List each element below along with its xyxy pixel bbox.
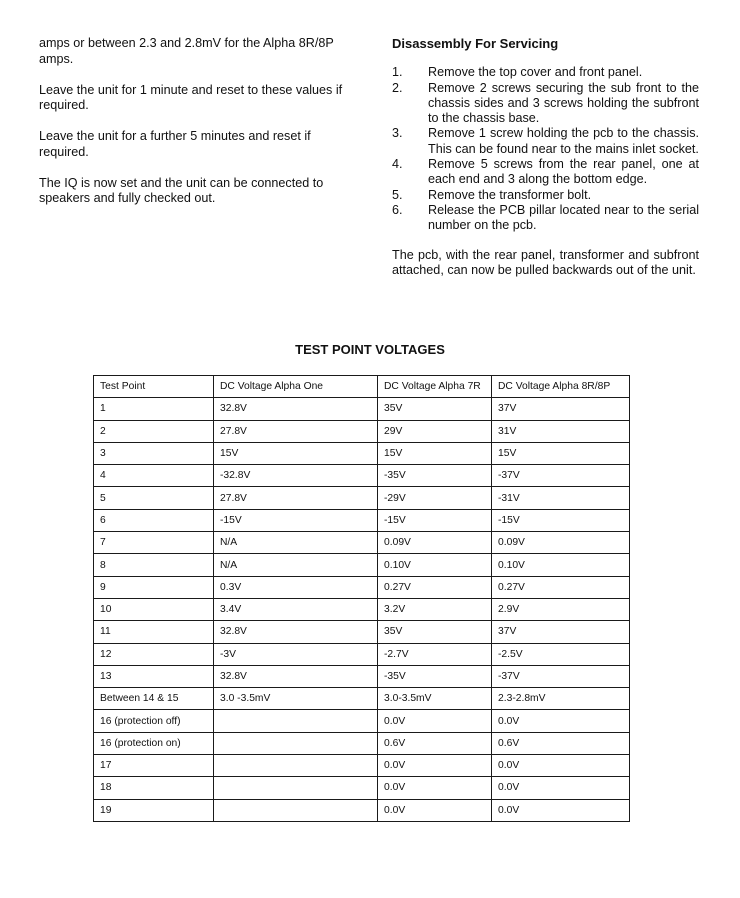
cell-alpha-one: -3V: [214, 643, 378, 665]
table-row: [94, 688, 630, 710]
cell-alpha-one: 3.0 -3.5mV: [214, 688, 378, 710]
cell-test-point: 18: [94, 777, 214, 799]
cell-test-point: 9: [94, 576, 214, 598]
cell-test-point: 11: [94, 621, 214, 643]
cell-alpha-7r: 3.2V: [378, 598, 492, 620]
cell-test-point: 4: [94, 465, 214, 487]
cell-test-point: 1: [94, 398, 214, 420]
cell-test-point: 16 (protection on): [94, 732, 214, 754]
cell-alpha-8r-8p: 37V: [492, 398, 630, 420]
table-row: [94, 509, 630, 531]
cell-test-point: 13: [94, 665, 214, 687]
table-row: [94, 465, 630, 487]
cell-alpha-7r: -35V: [378, 665, 492, 687]
cell-test-point: 6: [94, 509, 214, 531]
cell-alpha-8r-8p: 0.0V: [492, 755, 630, 777]
cell-test-point: 5: [94, 487, 214, 509]
header-test-point: Test Point: [94, 376, 214, 398]
step-text: Release the PCB pillar located near to the serial number on the pcb.: [428, 202, 699, 233]
header-alpha-7r: DC Voltage Alpha 7R: [378, 376, 492, 398]
step-number: 1.: [392, 65, 403, 80]
cell-alpha-7r: -35V: [378, 465, 492, 487]
cell-alpha-7r: -2.7V: [378, 643, 492, 665]
cell-test-point: 3: [94, 442, 214, 464]
test-point-voltages-table: [93, 375, 630, 822]
step-text: Remove 2 screws securing the sub front to the chassis sides and 3 screws holding the subfront to the chassis base.: [428, 80, 699, 126]
cell-alpha-7r: -29V: [378, 487, 492, 509]
cell-alpha-7r: -15V: [378, 509, 492, 531]
cell-alpha-one: -32.8V: [214, 465, 378, 487]
cell-alpha-one: 15V: [214, 442, 378, 464]
cell-alpha-one: -15V: [214, 509, 378, 531]
cell-alpha-one: [214, 710, 378, 732]
step-2: [392, 81, 699, 127]
cell-alpha-one: 32.8V: [214, 621, 378, 643]
cell-alpha-8r-8p: 37V: [492, 621, 630, 643]
cell-alpha-8r-8p: 0.09V: [492, 532, 630, 554]
cell-alpha-7r: 3.0-3.5mV: [378, 688, 492, 710]
step-number: 5.: [392, 187, 403, 202]
cell-test-point: 16 (protection off): [94, 710, 214, 732]
table-row: [94, 420, 630, 442]
cell-alpha-8r-8p: -31V: [492, 487, 630, 509]
table-row: [94, 487, 630, 509]
cell-alpha-8r-8p: -2.5V: [492, 643, 630, 665]
step-text: Remove the top cover and front panel.: [428, 65, 643, 80]
cell-test-point: 8: [94, 554, 214, 576]
table-row: [94, 442, 630, 464]
step-number: 6.: [392, 202, 403, 217]
cell-test-point: 10: [94, 598, 214, 620]
cell-alpha-8r-8p: 15V: [492, 442, 630, 464]
paragraph-iq-set: The IQ is now set and the unit can be connected to speakers and fully checked out.: [39, 175, 324, 205]
cell-alpha-8r-8p: 0.10V: [492, 554, 630, 576]
table-row: [94, 755, 630, 777]
cell-alpha-8r-8p: 0.0V: [492, 799, 630, 821]
cell-test-point: 7: [94, 532, 214, 554]
step-number: 4.: [392, 157, 403, 172]
step-number: 2.: [392, 80, 403, 95]
cell-test-point: 12: [94, 643, 214, 665]
paragraph-leave-5-minutes: Leave the unit for a further 5 minutes and reset if required.: [39, 129, 311, 159]
step-3: [392, 126, 699, 157]
table-row: [94, 732, 630, 754]
cell-alpha-7r: 0.0V: [378, 777, 492, 799]
table-row: [94, 554, 630, 576]
cell-alpha-7r: 0.6V: [378, 732, 492, 754]
step-1: [392, 65, 699, 80]
header-alpha-8r-8p: DC Voltage Alpha 8R/8P: [492, 376, 630, 398]
cell-alpha-7r: 0.0V: [378, 710, 492, 732]
cell-alpha-one: [214, 799, 378, 821]
table-row: [94, 621, 630, 643]
cell-alpha-one: [214, 732, 378, 754]
step-number: 3.: [392, 126, 403, 141]
table-row: [94, 598, 630, 620]
cell-alpha-7r: 0.27V: [378, 576, 492, 598]
cell-alpha-7r: 0.0V: [378, 799, 492, 821]
paragraph-alpha-8r-amps: amps or between 2.3 and 2.8mV for the Alpha 8R/8P amps.: [39, 36, 334, 66]
header-alpha-one: DC Voltage Alpha One: [214, 376, 378, 398]
table-row: [94, 710, 630, 732]
table-row: [94, 576, 630, 598]
cell-test-point: 17: [94, 755, 214, 777]
step-text: Remove 1 screw holding the pcb to the chassis. This can be found near to the mains inlet socket.: [428, 126, 699, 156]
cell-alpha-one: 27.8V: [214, 487, 378, 509]
cell-alpha-one: 32.8V: [214, 665, 378, 687]
cell-alpha-8r-8p: -37V: [492, 665, 630, 687]
left-column: [39, 36, 346, 222]
cell-alpha-8r-8p: -15V: [492, 509, 630, 531]
cell-alpha-one: 27.8V: [214, 420, 378, 442]
cell-alpha-7r: 0.0V: [378, 755, 492, 777]
step-text: Remove 5 screws from the rear panel, one at each end and 3 along the bottom edge.: [428, 157, 699, 187]
cell-alpha-8r-8p: 31V: [492, 420, 630, 442]
cell-alpha-8r-8p: 2.3-2.8mV: [492, 688, 630, 710]
cell-alpha-one: 32.8V: [214, 398, 378, 420]
paragraph-leave-1-minute: Leave the unit for 1 minute and reset to these values if required.: [39, 82, 343, 112]
table-row: [94, 398, 630, 420]
table-row: [94, 665, 630, 687]
table-header-row: [94, 376, 630, 398]
cell-alpha-7r: 35V: [378, 621, 492, 643]
cell-alpha-one: [214, 777, 378, 799]
disassembly-heading: Disassembly For Servicing: [392, 36, 559, 51]
step-text: Remove the transformer bolt.: [428, 187, 592, 202]
cell-alpha-7r: 0.09V: [378, 532, 492, 554]
disassembly-section: [392, 36, 699, 278]
table-row: [94, 643, 630, 665]
cell-alpha-8r-8p: 0.6V: [492, 732, 630, 754]
step-4: [392, 157, 699, 188]
cell-alpha-7r: 35V: [378, 398, 492, 420]
cell-alpha-8r-8p: 2.9V: [492, 598, 630, 620]
disassembly-steps: [392, 65, 699, 233]
cell-alpha-8r-8p: -37V: [492, 465, 630, 487]
cell-alpha-7r: 29V: [378, 420, 492, 442]
cell-alpha-8r-8p: 0.0V: [492, 710, 630, 732]
table-row: [94, 532, 630, 554]
cell-alpha-one: 3.4V: [214, 598, 378, 620]
step-5: [392, 188, 699, 203]
cell-alpha-one: N/A: [214, 554, 378, 576]
table-row: [94, 777, 630, 799]
cell-test-point: 2: [94, 420, 214, 442]
disassembly-closing-paragraph: The pcb, with the rear panel, transformer and subfront attached, can now be pulled backwards out of the unit.: [392, 247, 699, 277]
cell-alpha-8r-8p: 0.0V: [492, 777, 630, 799]
cell-alpha-7r: 0.10V: [378, 554, 492, 576]
step-6: [392, 203, 699, 234]
cell-test-point: Between 14 & 15: [94, 688, 214, 710]
cell-alpha-one: 0.3V: [214, 576, 378, 598]
table-row: [94, 799, 630, 821]
cell-test-point: 19: [94, 799, 214, 821]
cell-alpha-8r-8p: 0.27V: [492, 576, 630, 598]
cell-alpha-one: N/A: [214, 532, 378, 554]
cell-alpha-7r: 15V: [378, 442, 492, 464]
cell-alpha-one: [214, 755, 378, 777]
table-title: TEST POINT VOLTAGES: [295, 342, 445, 357]
